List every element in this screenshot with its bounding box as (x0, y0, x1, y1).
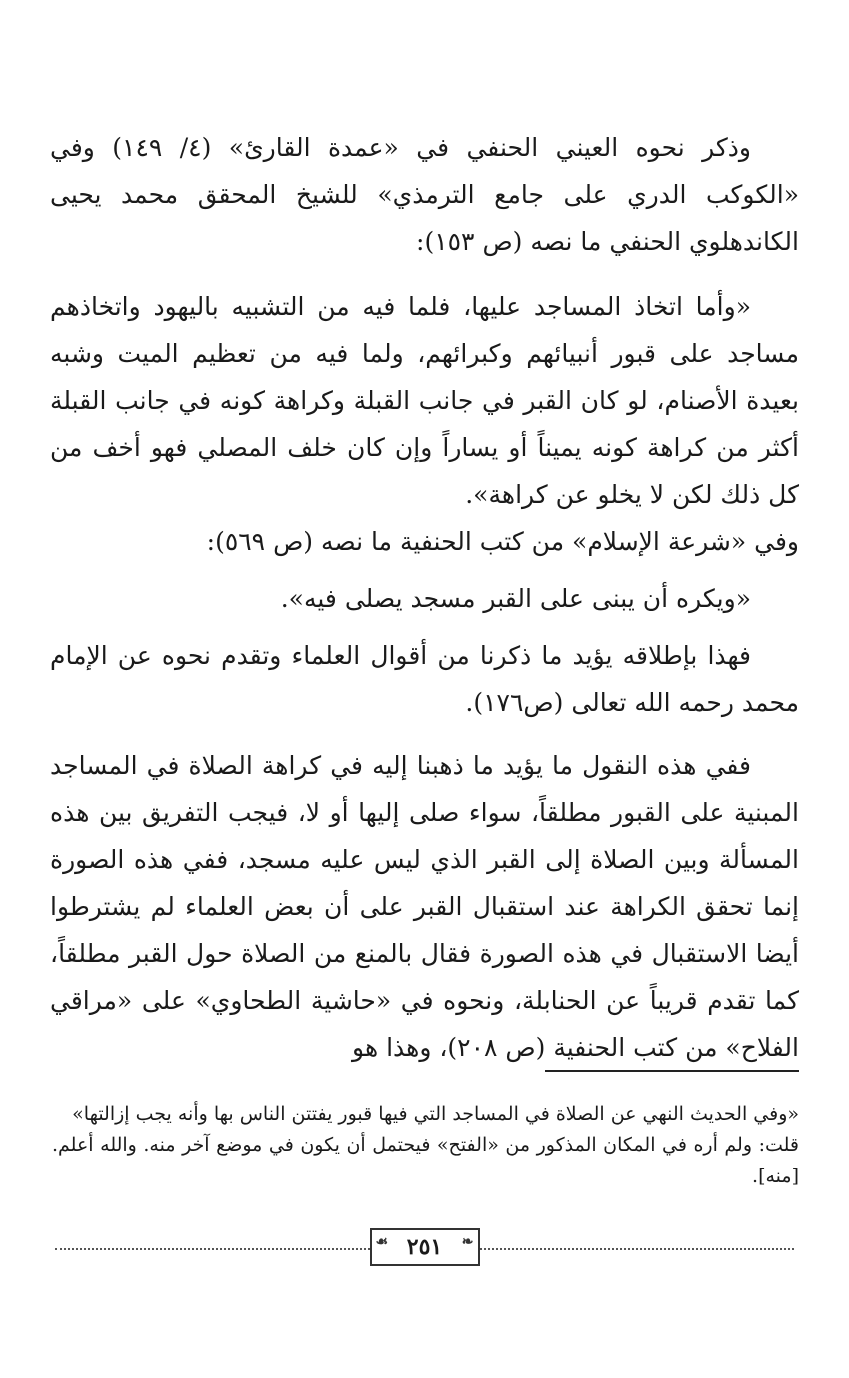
paragraph-conclusion: فهذا بإطلاقه يؤيد ما ذكرنا من أقوال العلماء وتقدم نحوه عن الإمام محمد رحمه الله تعالى (ص١٧٦). (50, 641, 799, 717)
footnote (52, 1099, 799, 1192)
ornament-icon: ☙ (375, 1234, 389, 1250)
footnote-line: قلت: ولم أره في المكان المذكور من «الفتح» فيحتمل أن يكون في موضع آخر منه. والله أعلم. [منه]. (52, 1134, 799, 1187)
paragraph-discussion: ففي هذه النقول ما يؤيد ما ذهبنا إليه في كراهة الصلاة في المساجد المبنية على القبور مطلقاً، سواء صلى إليها أو لا، فيجب التفريق بين هذه المسألة وبين الصلاة إلى القبر الذي ليس عليه مسجد، ففي هذه الصورة إنما تحقق الكراهة عند استقبال القبر على أن بعض العلماء لم يشترطوا أيضا الاستقبال في هذه الصورة فقال بالمنع من الصلاة حول القبر مطلقاً، كما تقدم قريباً عن الحنابلة، ونحوه في «حاشية الطحاوي» على «مراقي الفلاح» من كتب الحنفية (ص ٢٠٨)، وهذا هو (50, 751, 799, 1062)
main-text (50, 124, 799, 1071)
footnote-separator (545, 1070, 799, 1072)
paragraph-shirat-intro: وفي «شرعة الإسلام» من كتب الحنفية ما نصه (ص ٥٦٩): (206, 527, 799, 556)
page-footer (55, 1228, 794, 1268)
ornament-icon: ❧ (461, 1234, 474, 1250)
footnote-line: «وفي الحديث النهي عن الصلاة في المساجد التي فيها قبور يفتتن الناس بها وأنه يجب إزالتها» (72, 1103, 799, 1125)
paragraph-kawkab-intro: وذكر نحوه العيني الحنفي في «عمدة القارئ» (٤/ ١٤٩) وفي «الكوكب الدري على جامع الترمذي» للشيخ المحقق محمد يحيى الكاندهلوي الحنفي ما نصه (ص ١٥٣): (50, 133, 799, 256)
quote-kawkab: «وأما اتخاذ المساجد عليها، فلما فيه من التشبيه باليهود واتخاذهم مساجد على قبور أنبيائهم وكبرائهم، ولما فيه من تعظيم الميت وشبه بعيدة الأصنام، لو كان القبر في جانب القبلة وكراهة كونه في جانب القبلة أكثر من كراهة كونه يميناً أو يساراً وإن كان خلف المصلي فهو أخف من كل ذلك لكن لا يخلو عن كراهة». (50, 292, 799, 509)
quote-shirat: «ويكره أن يبنى على القبر مسجد يصلى فيه». (280, 584, 751, 613)
page-number: ٢٥١ (406, 1234, 443, 1260)
page-number-frame (370, 1228, 480, 1266)
